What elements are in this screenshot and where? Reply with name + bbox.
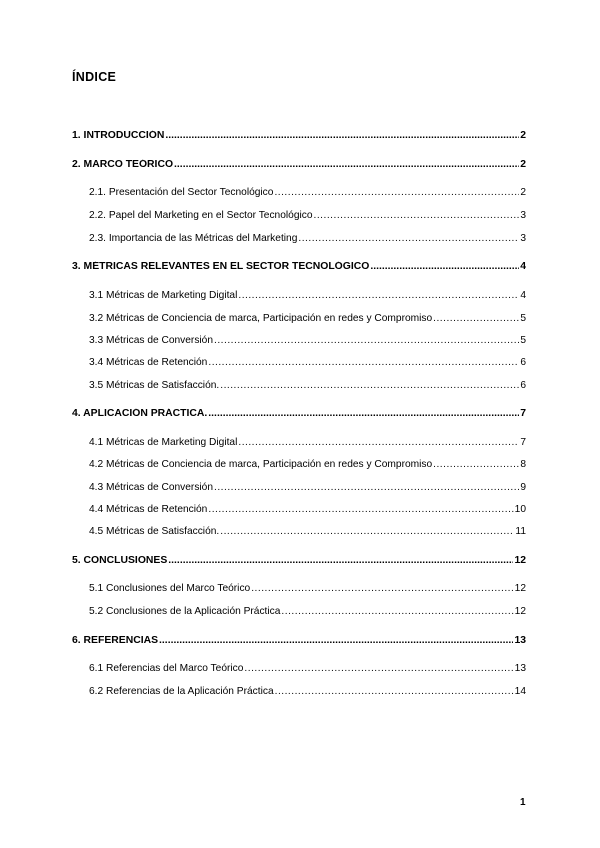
toc-entry-label: 1. INTRODUCCIÓN: [72, 130, 165, 141]
toc-entry-page: 4: [520, 290, 526, 301]
toc-entry-5-1[interactable]: [89, 583, 526, 599]
toc-entry-label: 2.3. Importancia de las Métricas del Marketing: [89, 233, 298, 244]
toc-entry-label: 3.3 Métricas de Conversión: [89, 335, 214, 346]
toc-leader-dots: [168, 555, 513, 566]
toc-entry-5-2[interactable]: [89, 606, 526, 622]
toc-entry-marco-teorico[interactable]: [72, 159, 526, 175]
toc-leader-dots: [251, 583, 513, 594]
toc-entry-page: 8: [520, 459, 526, 470]
toc-leader-dots: [314, 210, 520, 221]
toc-entry-label: 2. MARCO TEÓRICO: [72, 159, 174, 170]
toc-entry-page: 5: [520, 313, 526, 324]
toc-entry-label: 5.1 Conclusiones del Marco Teórico: [89, 583, 251, 594]
toc-leader-dots: [433, 459, 519, 470]
toc-entry-page: 2: [520, 187, 526, 198]
toc-entry-page: 2: [520, 159, 526, 170]
toc-leader-dots: [159, 635, 513, 646]
toc-leader-dots: [208, 357, 519, 368]
toc-entry-4-2[interactable]: [89, 459, 526, 475]
toc-entry-label: 4. APLICACIÓN PRÁCTICA.: [72, 408, 208, 419]
toc-entry-introduccion[interactable]: [72, 130, 526, 146]
toc-leader-dots: [208, 408, 519, 419]
toc-entry-page: 10: [514, 504, 526, 515]
toc-entry-page: 13: [514, 635, 526, 646]
toc-entry-2-3[interactable]: [89, 233, 526, 249]
toc-entry-label: 4.1 Métricas de Marketing Digital: [89, 437, 238, 448]
toc-leader-dots: [370, 261, 519, 272]
toc-leader-dots: [238, 290, 519, 301]
toc-entry-label: 2.2. Papel del Marketing en el Sector Tecnológico: [89, 210, 313, 221]
toc-entry-page: 5: [520, 335, 526, 346]
page-number: 1: [520, 797, 526, 808]
toc-leader-dots: [208, 504, 513, 515]
toc-entry-page: 12: [514, 555, 526, 566]
toc-entry-3-5[interactable]: [89, 380, 526, 396]
toc-entry-4-1[interactable]: [89, 437, 526, 453]
toc-entry-label: 6.1 Referencias del Marco Teórico: [89, 663, 244, 674]
toc-entry-page: 7: [520, 408, 526, 419]
page-title: ÍNDICE: [72, 70, 117, 84]
toc-leader-dots: [433, 313, 519, 324]
toc-entry-label: 4.3 Métricas de Conversión: [89, 482, 214, 493]
toc-leader-dots: [274, 187, 519, 198]
toc-entry-3-2[interactable]: [89, 313, 526, 329]
toc-entry-page: 12: [514, 583, 526, 594]
toc-entry-page: 11: [515, 526, 526, 537]
toc-entry-4-3[interactable]: [89, 482, 526, 498]
toc-entry-6-1[interactable]: [89, 663, 526, 679]
toc-leader-dots: [220, 526, 514, 537]
toc-entry-page: 9: [520, 482, 526, 493]
toc-entry-label: 3.4 Métricas de Retención: [89, 357, 208, 368]
toc-leader-dots: [238, 437, 519, 448]
toc-entry-2-2[interactable]: [89, 210, 526, 226]
toc-leader-dots: [165, 130, 519, 141]
toc-entry-4-4[interactable]: [89, 504, 526, 520]
toc-entry-3-3[interactable]: [89, 335, 526, 351]
toc-entry-page: 14: [514, 686, 526, 697]
toc-entry-aplicacion-practica[interactable]: [72, 408, 526, 424]
toc-entry-label: 4.5 Métricas de Satisfacción.: [89, 526, 220, 537]
toc-entry-page: 6: [520, 380, 526, 391]
toc-entry-label: 3.2 Métricas de Conciencia de marca, Participación en redes y Compromiso: [89, 313, 433, 324]
toc-leader-dots: [298, 233, 519, 244]
toc-entry-page: 3: [520, 233, 526, 244]
toc-leader-dots: [214, 335, 519, 346]
toc-entry-label: 3. MÉTRICAS RELEVANTES EN EL SECTOR TECNOLÓGICO: [72, 261, 370, 272]
toc-entry-metricas-relevantes[interactable]: [72, 261, 526, 277]
toc-leader-dots: [174, 159, 519, 170]
toc-entry-3-1[interactable]: [89, 290, 526, 306]
toc-entry-4-5[interactable]: [89, 526, 526, 542]
toc-entry-label: 4.2 Métricas de Conciencia de marca, Participación en redes y Compromiso: [89, 459, 433, 470]
toc-entry-3-4[interactable]: [89, 357, 526, 373]
toc-entry-conclusiones[interactable]: [72, 555, 526, 571]
toc-entry-page: 4: [520, 261, 526, 272]
toc-entry-page: 7: [520, 437, 526, 448]
toc-entry-label: 4.4 Métricas de Retención: [89, 504, 208, 515]
toc-entry-label: 3.1 Métricas de Marketing Digital: [89, 290, 238, 301]
toc-entry-page: 2: [520, 130, 526, 141]
toc-entry-label: 2.1. Presentación del Sector Tecnológico: [89, 187, 274, 198]
toc-entry-6-2[interactable]: [89, 686, 526, 702]
toc-leader-dots: [220, 380, 519, 391]
toc-entry-label: 3.5 Métricas de Satisfacción.: [89, 380, 220, 391]
toc-entry-page: 13: [514, 663, 526, 674]
toc-entry-label: 6. REFERENCIAS: [72, 635, 159, 646]
toc-leader-dots: [244, 663, 513, 674]
toc-entry-label: 5. CONCLUSIONES: [72, 555, 168, 566]
toc-entry-referencias[interactable]: [72, 635, 526, 651]
toc-entry-page: 6: [520, 357, 526, 368]
toc-leader-dots: [214, 482, 519, 493]
toc-entry-page: 12: [514, 606, 526, 617]
toc-entry-label: 5.2 Conclusiones de la Aplicación Práctica: [89, 606, 281, 617]
toc-entry-page: 3: [520, 210, 526, 221]
toc-leader-dots: [281, 606, 513, 617]
toc-entry-label: 6.2 Referencias de la Aplicación Práctica: [89, 686, 274, 697]
toc-leader-dots: [275, 686, 514, 697]
toc-entry-2-1[interactable]: [89, 187, 526, 203]
